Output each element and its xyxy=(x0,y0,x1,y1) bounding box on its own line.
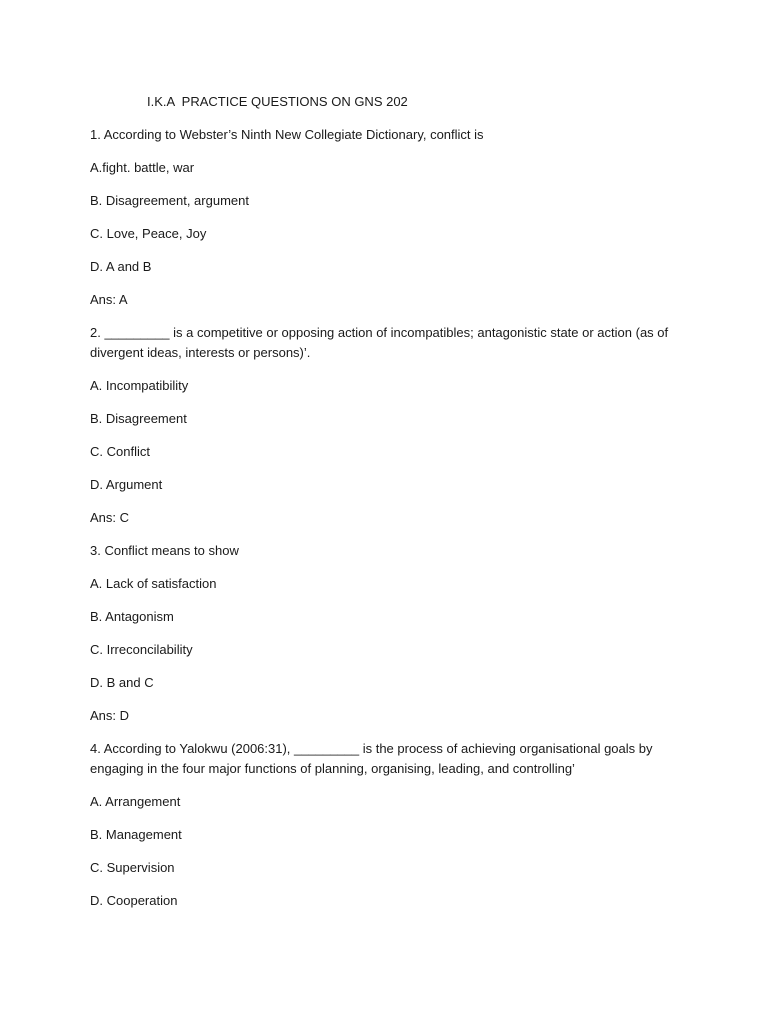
question-2-answer: Ans: C xyxy=(90,510,130,525)
question-1-answer: Ans: A xyxy=(90,292,128,307)
question-3-option-c: C. Irreconcilability xyxy=(90,642,193,657)
question-3-stem: 3. Conflict means to show xyxy=(90,543,239,558)
question-3-option-b: B. Antagonism xyxy=(90,609,174,624)
question-3-option-d: D. B and C xyxy=(90,675,154,690)
question-2-option-c: C. Conflict xyxy=(90,444,150,459)
question-3-option-a: A. Lack of satisfaction xyxy=(90,576,217,591)
question-2-option-d: D. Argument xyxy=(90,477,163,492)
question-4-option-c: C. Supervision xyxy=(90,860,175,875)
document-title: I.K.A PRACTICE QUESTIONS ON GNS 202 xyxy=(147,94,408,109)
question-1-option-b: B. Disagreement, argument xyxy=(90,193,249,208)
question-4-option-a: A. Arrangement xyxy=(90,794,181,809)
question-4-stem: 4. According to Yalokwu (2006:31), _________ is the process of achieving organisational goals by engaging in the four major functions of planning, organising, leading, and controlling’ xyxy=(90,741,657,776)
question-4-option-b: B. Management xyxy=(90,827,182,842)
question-2-option-a: A. Incompatibility xyxy=(90,378,189,393)
question-1-option-c: C. Love, Peace, Joy xyxy=(90,226,207,241)
question-1-stem: 1. According to Webster’s Ninth New Collegiate Dictionary, conflict is xyxy=(90,127,484,142)
question-3-answer: Ans: D xyxy=(90,708,130,723)
question-2-stem: 2. _________ is a competitive or opposing action of incompatibles; antagonistic state or action (as of divergent ideas, interests or persons)’. xyxy=(90,325,672,360)
question-2-option-b: B. Disagreement xyxy=(90,411,187,426)
question-4-option-d: D. Cooperation xyxy=(90,893,178,908)
question-1-option-d: D. A and B xyxy=(90,259,152,274)
question-1-option-a: A.fight. battle, war xyxy=(90,160,195,175)
document-body xyxy=(90,94,670,924)
